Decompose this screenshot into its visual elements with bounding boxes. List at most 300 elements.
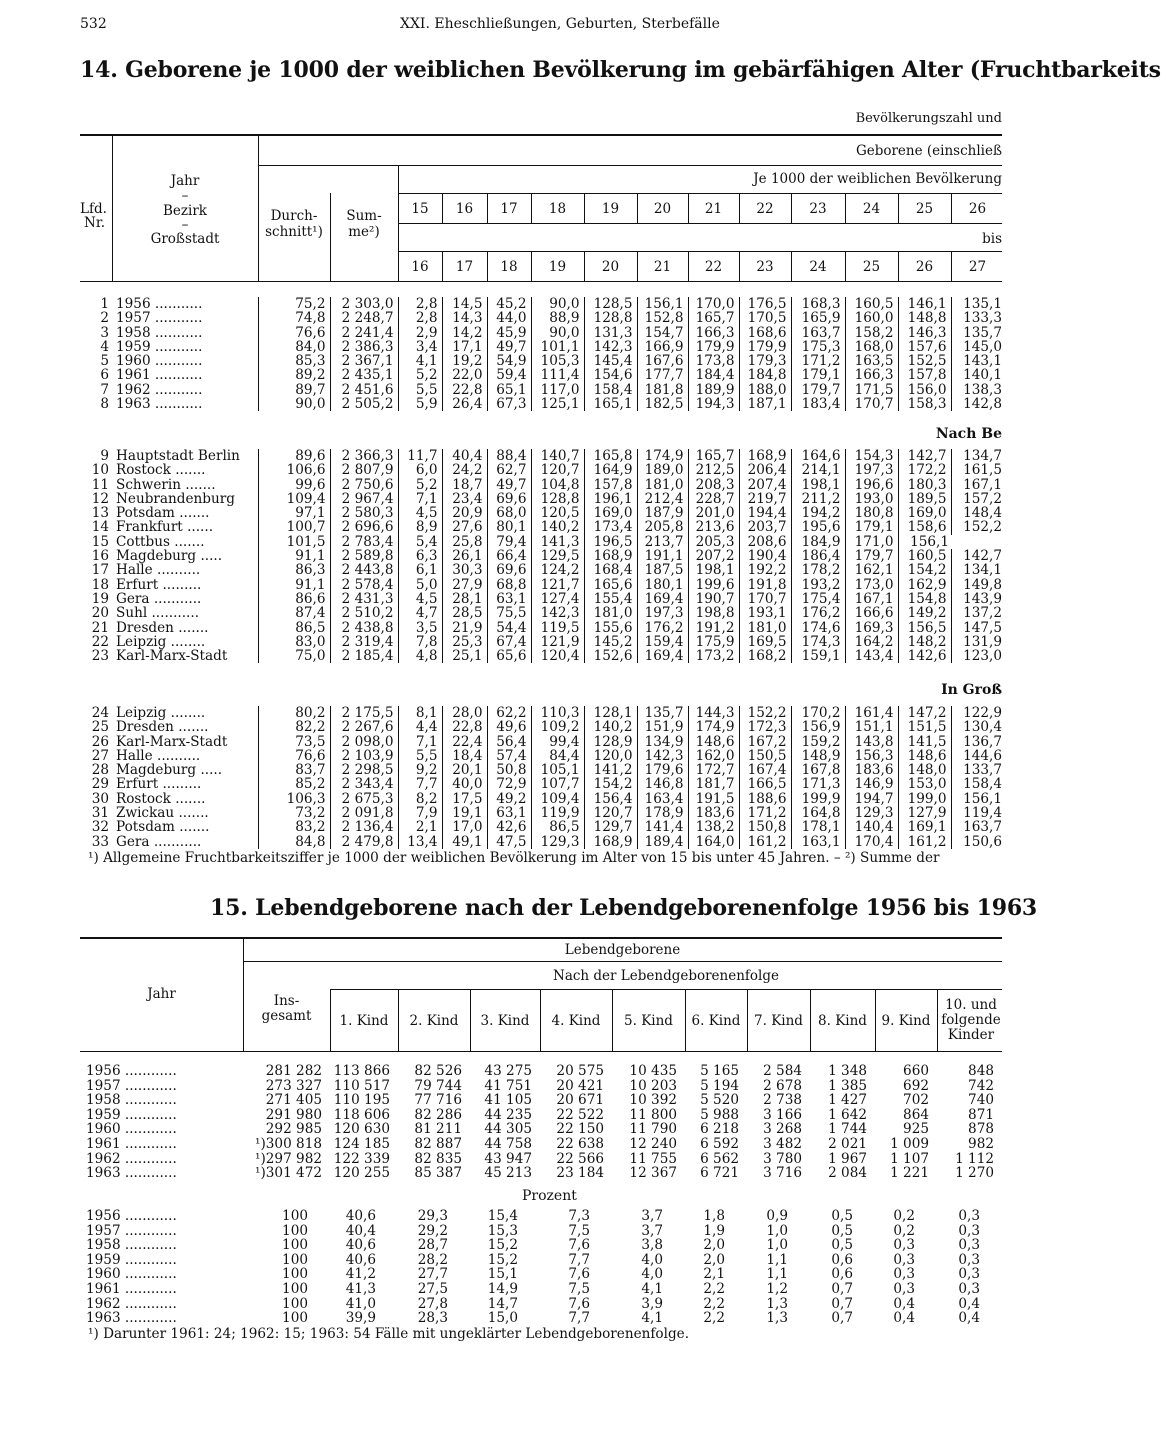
value-cell: 41,3 — [345, 1280, 376, 1297]
rate-cell: 219,7 — [739, 492, 791, 506]
table-row — [80, 368, 1004, 382]
rate-cell: 181,0 — [739, 621, 791, 635]
rate-cell: 148,8 — [898, 311, 951, 325]
table-row — [80, 1297, 1002, 1312]
rate-cell: 189,9 — [688, 383, 739, 397]
rate-cell: 162,9 — [898, 578, 951, 592]
value-cell: 124 185 — [333, 1135, 390, 1152]
rate-cell: 207,2 — [688, 549, 739, 563]
value-cell: 10 435 — [629, 1063, 677, 1079]
rate-cell: 151,1 — [845, 720, 898, 734]
value-cell: 0,5 — [831, 1208, 853, 1224]
rate-cell: 2,1 — [398, 820, 442, 834]
value-cell: 14,7 — [487, 1295, 518, 1312]
value-cell: 3 268 — [763, 1121, 802, 1138]
value-cell: 118 606 — [333, 1106, 390, 1123]
rate-cell: 167,4 — [739, 763, 791, 777]
value-cell: 3,7 — [641, 1208, 663, 1224]
rate-cell: 180,1 — [637, 578, 688, 592]
table-row — [80, 706, 1004, 720]
row-number: 6 — [100, 367, 109, 384]
row-label: Leipzig ........ — [112, 635, 258, 649]
value-cell: 3 716 — [763, 1165, 802, 1182]
page-header — [80, 16, 1002, 38]
rate-cell: 178,1 — [791, 820, 845, 834]
row-label: Schwerin ....... — [112, 478, 258, 492]
row-number: 27 — [91, 747, 109, 764]
table-row — [80, 820, 1004, 834]
age-label: 16 — [411, 259, 429, 275]
rate-cell: 129,3 — [531, 835, 584, 849]
sum-cell: 2 479,8 — [330, 835, 398, 849]
row-number: 3 — [100, 324, 109, 341]
nach-label: Nach der Lebendgeborenenfolge — [553, 968, 779, 984]
rate-cell: 136,7 — [963, 733, 1002, 750]
value-cell: 12 240 — [629, 1135, 677, 1152]
rate-cell: 63,1 — [487, 592, 531, 606]
table15-title: 15. Lebendgeborene nach der Lebendgeborenenfolge 1956 bis 1963 — [210, 895, 1038, 921]
rate-cell: 193,1 — [739, 606, 791, 620]
value-cell: 3,7 — [641, 1222, 663, 1239]
rate-cell: 142,8 — [963, 396, 1002, 413]
rate-cell: 165,9 — [791, 311, 845, 325]
sum-cell: 2 431,3 — [330, 592, 398, 606]
value-cell: 120 255 — [333, 1165, 390, 1182]
rate-cell: 172,3 — [739, 720, 791, 734]
value-cell: 6 592 — [700, 1135, 739, 1152]
row-label: Leipzig ........ — [112, 706, 258, 720]
value-cell: 27,5 — [417, 1280, 448, 1297]
age-label: 17 — [455, 259, 474, 275]
table-row — [80, 635, 1004, 649]
rate-cell: 146,8 — [637, 777, 688, 791]
rate-cell: 134,7 — [963, 448, 1002, 464]
rate-cell: 145,2 — [584, 635, 637, 649]
average-cell: 84,0 — [258, 340, 330, 354]
row-number: 24 — [91, 705, 109, 721]
sum-cell: 2 783,4 — [330, 535, 398, 549]
value-cell: 39,9 — [345, 1310, 376, 1327]
rate-cell: 172,7 — [688, 763, 739, 777]
rate-cell: 172,2 — [898, 463, 951, 477]
rate-cell: 167,8 — [791, 763, 845, 777]
rate-cell: 143,8 — [845, 735, 898, 749]
table15-absolute — [80, 1064, 1002, 1181]
rate-cell: 140,2 — [584, 720, 637, 734]
table-row — [80, 1311, 1002, 1326]
rate-cell: 117,0 — [531, 383, 584, 397]
value-cell: 29,3 — [417, 1208, 448, 1224]
rate-cell: 129,3 — [845, 806, 898, 820]
rate-cell: 170,0 — [688, 297, 739, 311]
rate-cell: 174,9 — [637, 449, 688, 463]
value-cell: 41,2 — [345, 1266, 376, 1283]
rate-cell: 163,1 — [791, 835, 845, 849]
rate-cell: 40,0 — [442, 777, 487, 791]
year-cell: 1961 ............ — [86, 1135, 177, 1152]
rate-cell: 195,6 — [791, 520, 845, 534]
rate-cell: 176,5 — [739, 297, 791, 311]
rate-cell: 181,0 — [637, 478, 688, 492]
value-cell: 0,3 — [893, 1237, 915, 1254]
rate-cell: 7,9 — [398, 806, 442, 820]
rate-cell: 168,2 — [739, 649, 791, 663]
row-number: 7 — [100, 381, 109, 398]
value-cell: 692 — [903, 1077, 929, 1094]
average-cell: 80,2 — [258, 706, 330, 720]
dash-2: – — [181, 217, 189, 233]
rate-cell: 165,6 — [584, 578, 637, 592]
rate-cell: 169,1 — [898, 820, 951, 834]
rate-cell: 157,8 — [898, 368, 951, 382]
age-label: 25 — [915, 201, 934, 217]
table-row — [80, 297, 1004, 311]
value-cell: 22 150 — [556, 1121, 604, 1138]
age-label: 16 — [455, 201, 474, 217]
value-cell: 2 584 — [763, 1063, 802, 1079]
value-cell: 0,5 — [831, 1237, 853, 1254]
value-cell: 878 — [968, 1121, 994, 1138]
table14-bezirke — [80, 449, 1004, 663]
row-number: 8 — [100, 396, 109, 413]
table-row — [80, 735, 1004, 749]
value-cell: 28,3 — [417, 1310, 448, 1327]
rate-cell: 144,3 — [688, 706, 739, 720]
sum-cell: 2 136,4 — [330, 820, 398, 834]
rate-cell: 5,5 — [398, 749, 442, 763]
rate-cell: 140,4 — [845, 820, 898, 834]
dash-1: – — [181, 188, 189, 204]
value-cell: 40,6 — [345, 1237, 376, 1254]
sum-cell: 2 510,2 — [330, 606, 398, 620]
age-label: 24 — [862, 201, 881, 217]
rate-cell: 156,1 — [637, 297, 688, 311]
rate-cell: 133,3 — [963, 310, 1002, 327]
table-row — [80, 592, 1004, 606]
rate-cell: 193,0 — [845, 492, 898, 506]
row-label: 1956 ........... — [112, 297, 258, 311]
rate-cell: 179,3 — [739, 354, 791, 368]
rate-cell: 8,9 — [398, 520, 442, 534]
value-cell: 5 988 — [700, 1106, 739, 1123]
row-number: 13 — [91, 505, 109, 522]
table-row — [80, 1108, 1002, 1123]
rate-cell: 56,4 — [487, 735, 531, 749]
value-cell: 2,0 — [703, 1251, 725, 1268]
rate-cell: 153,0 — [898, 777, 951, 791]
value-cell: 742 — [968, 1077, 994, 1094]
rate-cell: 176,2 — [791, 606, 845, 620]
rate-cell: 162,1 — [845, 563, 898, 577]
age-label: 23 — [809, 201, 827, 217]
rate-cell: 169,5 — [739, 635, 791, 649]
value-cell: 44 235 — [484, 1106, 532, 1123]
kind-header: 6. Kind — [691, 1013, 741, 1029]
rate-cell: 131,3 — [584, 326, 637, 340]
rate-cell: 131,9 — [963, 633, 1002, 650]
rate-cell: 88,4 — [487, 449, 531, 463]
rate-cell: 196,1 — [584, 492, 637, 506]
rate-cell: 198,1 — [791, 478, 845, 492]
value-cell: 28,7 — [417, 1237, 448, 1254]
rate-cell: 196,5 — [584, 535, 637, 549]
rate-cell: 158,4 — [963, 776, 1002, 793]
value-cell: 5 520 — [700, 1092, 739, 1109]
jahr-label: Jahr — [170, 173, 200, 189]
kind-header: 5. Kind — [624, 1013, 673, 1029]
year-cell: 1958 ............ — [86, 1092, 177, 1109]
rate-cell: 148,6 — [898, 749, 951, 763]
value-cell: 2,2 — [703, 1310, 725, 1327]
sum-label: Sum- — [346, 208, 382, 224]
rate-cell: 68,0 — [487, 506, 531, 520]
value-cell: 22 566 — [556, 1150, 604, 1167]
rate-cell: 162,0 — [688, 749, 739, 763]
value-cell: 281 282 — [265, 1063, 322, 1079]
age-label: 18 — [500, 259, 518, 275]
rate-cell: 198,8 — [688, 606, 739, 620]
rate-cell: 145,4 — [584, 354, 637, 368]
value-cell: 1,3 — [766, 1310, 788, 1327]
rate-cell: 184,8 — [739, 368, 791, 382]
rate-cell: 3,4 — [398, 340, 442, 354]
rate-cell: 212,4 — [637, 492, 688, 506]
table14-years — [80, 297, 1004, 411]
rate-cell: 135,7 — [637, 706, 688, 720]
lebendgeborene-label: Lebendgeborene — [564, 942, 681, 958]
rate-cell: 119,4 — [963, 805, 1002, 822]
rate-cell: 179,1 — [791, 368, 845, 382]
year-cell: 1957 ............ — [86, 1077, 177, 1094]
rate-cell: 178,2 — [791, 563, 845, 577]
row-label: Cottbus ....... — [112, 535, 258, 549]
rate-cell: 173,8 — [688, 354, 739, 368]
rate-cell: 167,6 — [637, 354, 688, 368]
year-cell: 1959 ............ — [86, 1251, 177, 1268]
average-cell: 87,4 — [258, 606, 330, 620]
rate-cell: 161,5 — [963, 462, 1002, 479]
rate-cell: 166,5 — [739, 777, 791, 791]
year-cell: 1956 ............ — [86, 1063, 177, 1079]
rate-cell: 148,6 — [688, 735, 739, 749]
value-cell: 3 780 — [763, 1150, 802, 1167]
value-cell: 28,2 — [417, 1251, 448, 1268]
rate-cell: 111,4 — [531, 368, 584, 382]
rate-cell: 128,9 — [584, 735, 637, 749]
value-cell: 27,7 — [417, 1266, 448, 1283]
value-cell: 1,1 — [766, 1266, 788, 1283]
table15-footnote: ¹) Darunter 1961: 24; 1962: 15; 1963: 54 Fälle mit ungeklärter Lebendgeborenenfolge. — [88, 1326, 690, 1342]
row-label: Frankfurt ...... — [112, 520, 258, 534]
row-number: 19 — [91, 590, 109, 607]
table-row — [80, 449, 1004, 463]
rate-cell: 184,9 — [791, 535, 845, 549]
average-cell: 85,2 — [258, 777, 330, 791]
rate-cell: 5,2 — [398, 478, 442, 492]
row-number: 4 — [100, 338, 109, 355]
row-label: 1957 ........... — [112, 311, 258, 325]
rate-cell: 167,1 — [963, 476, 1002, 493]
section-grossstaedte: In Groß — [941, 682, 1002, 698]
row-number: 32 — [91, 819, 109, 836]
value-cell: 4,0 — [641, 1251, 663, 1268]
average-cell: 74,8 — [258, 311, 330, 325]
rate-cell: 205,8 — [637, 520, 688, 534]
value-cell: 27,8 — [417, 1295, 448, 1312]
value-cell: 23 184 — [556, 1165, 604, 1182]
table-row — [80, 806, 1004, 820]
value-cell: 1 348 — [828, 1063, 867, 1079]
rate-cell: 174,3 — [791, 635, 845, 649]
year-cell: 1961 ............ — [86, 1280, 177, 1297]
rate-cell: 197,3 — [845, 463, 898, 477]
rate-cell: 145,0 — [963, 338, 1002, 355]
rate-cell: 119,5 — [531, 621, 584, 635]
sum-cell: 2 298,5 — [330, 763, 398, 777]
rate-cell: 18,7 — [442, 478, 487, 492]
value-cell: 0,3 — [958, 1280, 980, 1297]
rate-cell: 170,4 — [845, 835, 898, 849]
rate-cell: 120,5 — [531, 506, 584, 520]
table14-subtitle: Bevölkerungszahl und — [855, 111, 1002, 126]
value-cell: 15,4 — [487, 1208, 518, 1224]
average-cell: 90,0 — [258, 397, 330, 411]
value-cell: 0,3 — [958, 1237, 980, 1254]
rate-cell: 22,4 — [442, 735, 487, 749]
rate-cell: 183,6 — [845, 763, 898, 777]
rate-cell: 18,4 — [442, 749, 487, 763]
rate-cell: 67,4 — [487, 635, 531, 649]
rate-cell: 142,3 — [637, 749, 688, 763]
rate-cell: 146,1 — [898, 297, 951, 311]
average-cell: 89,2 — [258, 368, 330, 382]
table-row — [80, 506, 1004, 520]
rate-cell: 152,2 — [739, 706, 791, 720]
row-label: Gera ........... — [112, 592, 258, 606]
value-cell: 41,0 — [345, 1295, 376, 1312]
rate-cell: 154,2 — [584, 777, 637, 791]
table-row — [80, 311, 1004, 325]
rate-cell: 166,6 — [845, 606, 898, 620]
value-cell: 85 387 — [414, 1165, 462, 1182]
schnitt-label: schnitt¹) — [265, 224, 323, 240]
table-row — [80, 1238, 1002, 1253]
rate-cell: 42,6 — [487, 820, 531, 834]
rate-cell: 86,5 — [531, 820, 584, 834]
rate-cell: 168,3 — [791, 297, 845, 311]
rate-cell: 177,7 — [637, 368, 688, 382]
rate-cell: 154,3 — [845, 449, 898, 463]
value-cell: 6 218 — [700, 1121, 739, 1138]
rate-cell: 3,5 — [398, 621, 442, 635]
rate-cell: 179,7 — [791, 383, 845, 397]
rate-cell: 128,8 — [584, 311, 637, 325]
value-cell: 15,1 — [487, 1266, 518, 1283]
rate-cell: 161,2 — [739, 835, 791, 849]
rate-cell: 151,9 — [637, 720, 688, 734]
rate-cell: 141,2 — [584, 763, 637, 777]
value-cell: 0,3 — [893, 1266, 915, 1283]
value-cell: 11 755 — [629, 1150, 677, 1167]
row-label: Dresden ....... — [112, 621, 258, 635]
rate-cell: 157,6 — [898, 340, 951, 354]
age-label: 27 — [968, 259, 987, 275]
average-cell: 73,2 — [258, 806, 330, 820]
table-row — [80, 1282, 1002, 1297]
rate-cell: 179,9 — [688, 340, 739, 354]
rate-cell: 45,2 — [487, 297, 531, 311]
age-label: 26 — [915, 259, 934, 275]
rate-cell: 199,0 — [898, 792, 951, 806]
rate-cell: 69,6 — [487, 492, 531, 506]
rate-cell: 129,5 — [531, 549, 584, 563]
rate-cell: 148,2 — [898, 635, 951, 649]
rate-cell: 110,3 — [531, 706, 584, 720]
row-number: 31 — [91, 805, 109, 822]
row-label: Dresden ....... — [112, 720, 258, 734]
bis-label: bis — [982, 231, 1002, 247]
rate-cell: 170,7 — [739, 592, 791, 606]
rate-cell: 164,0 — [688, 835, 739, 849]
rate-cell: 169,3 — [845, 621, 898, 635]
value-cell: 740 — [968, 1092, 994, 1109]
rate-cell: 4,7 — [398, 606, 442, 620]
age-label: 20 — [653, 201, 672, 217]
rate-cell: 22,8 — [442, 720, 487, 734]
rate-cell: 148,4 — [963, 505, 1002, 522]
rate-cell: 79,4 — [487, 535, 531, 549]
table-row — [80, 549, 1004, 563]
rate-cell: 7,1 — [398, 735, 442, 749]
row-number: 5 — [100, 353, 109, 370]
kind-header: 7. Kind — [754, 1013, 803, 1029]
rate-cell: 26,1 — [442, 549, 487, 563]
rate-cell: 69,6 — [487, 563, 531, 577]
average-cell: 84,8 — [258, 835, 330, 849]
year-cell: 1962 ............ — [86, 1295, 177, 1312]
age-label: 20 — [601, 259, 620, 275]
rate-cell: 49,7 — [487, 478, 531, 492]
value-cell: 1,0 — [766, 1237, 788, 1254]
table-row — [80, 606, 1004, 620]
rate-cell: 90,0 — [531, 326, 584, 340]
value-cell: 3,9 — [641, 1295, 663, 1312]
rate-cell: 4,1 — [398, 354, 442, 368]
table-row — [80, 835, 1004, 849]
rate-cell: 212,5 — [688, 463, 739, 477]
rate-cell: 178,9 — [637, 806, 688, 820]
rate-cell: 2,8 — [398, 297, 442, 311]
value-cell: 7,6 — [568, 1237, 590, 1254]
rate-cell: 148,9 — [791, 749, 845, 763]
rate-cell: 198,1 — [688, 563, 739, 577]
value-cell: 77 716 — [414, 1092, 462, 1109]
sum-cell: 2 319,4 — [330, 635, 398, 649]
value-cell: 3,8 — [641, 1237, 663, 1254]
rate-cell: 188,6 — [739, 792, 791, 806]
rate-cell: 72,9 — [487, 777, 531, 791]
row-number: 33 — [91, 833, 109, 850]
value-cell: 41 751 — [484, 1077, 532, 1094]
average-cell: 85,3 — [258, 354, 330, 368]
sum-cell: 2 750,6 — [330, 478, 398, 492]
rate-cell: 168,0 — [845, 340, 898, 354]
value-cell: 15,0 — [487, 1310, 518, 1327]
rate-cell: 142,7 — [963, 548, 1002, 565]
rate-cell: 179,6 — [637, 763, 688, 777]
value-cell: 7,7 — [568, 1310, 590, 1327]
durch-label: Durch- — [270, 208, 318, 224]
